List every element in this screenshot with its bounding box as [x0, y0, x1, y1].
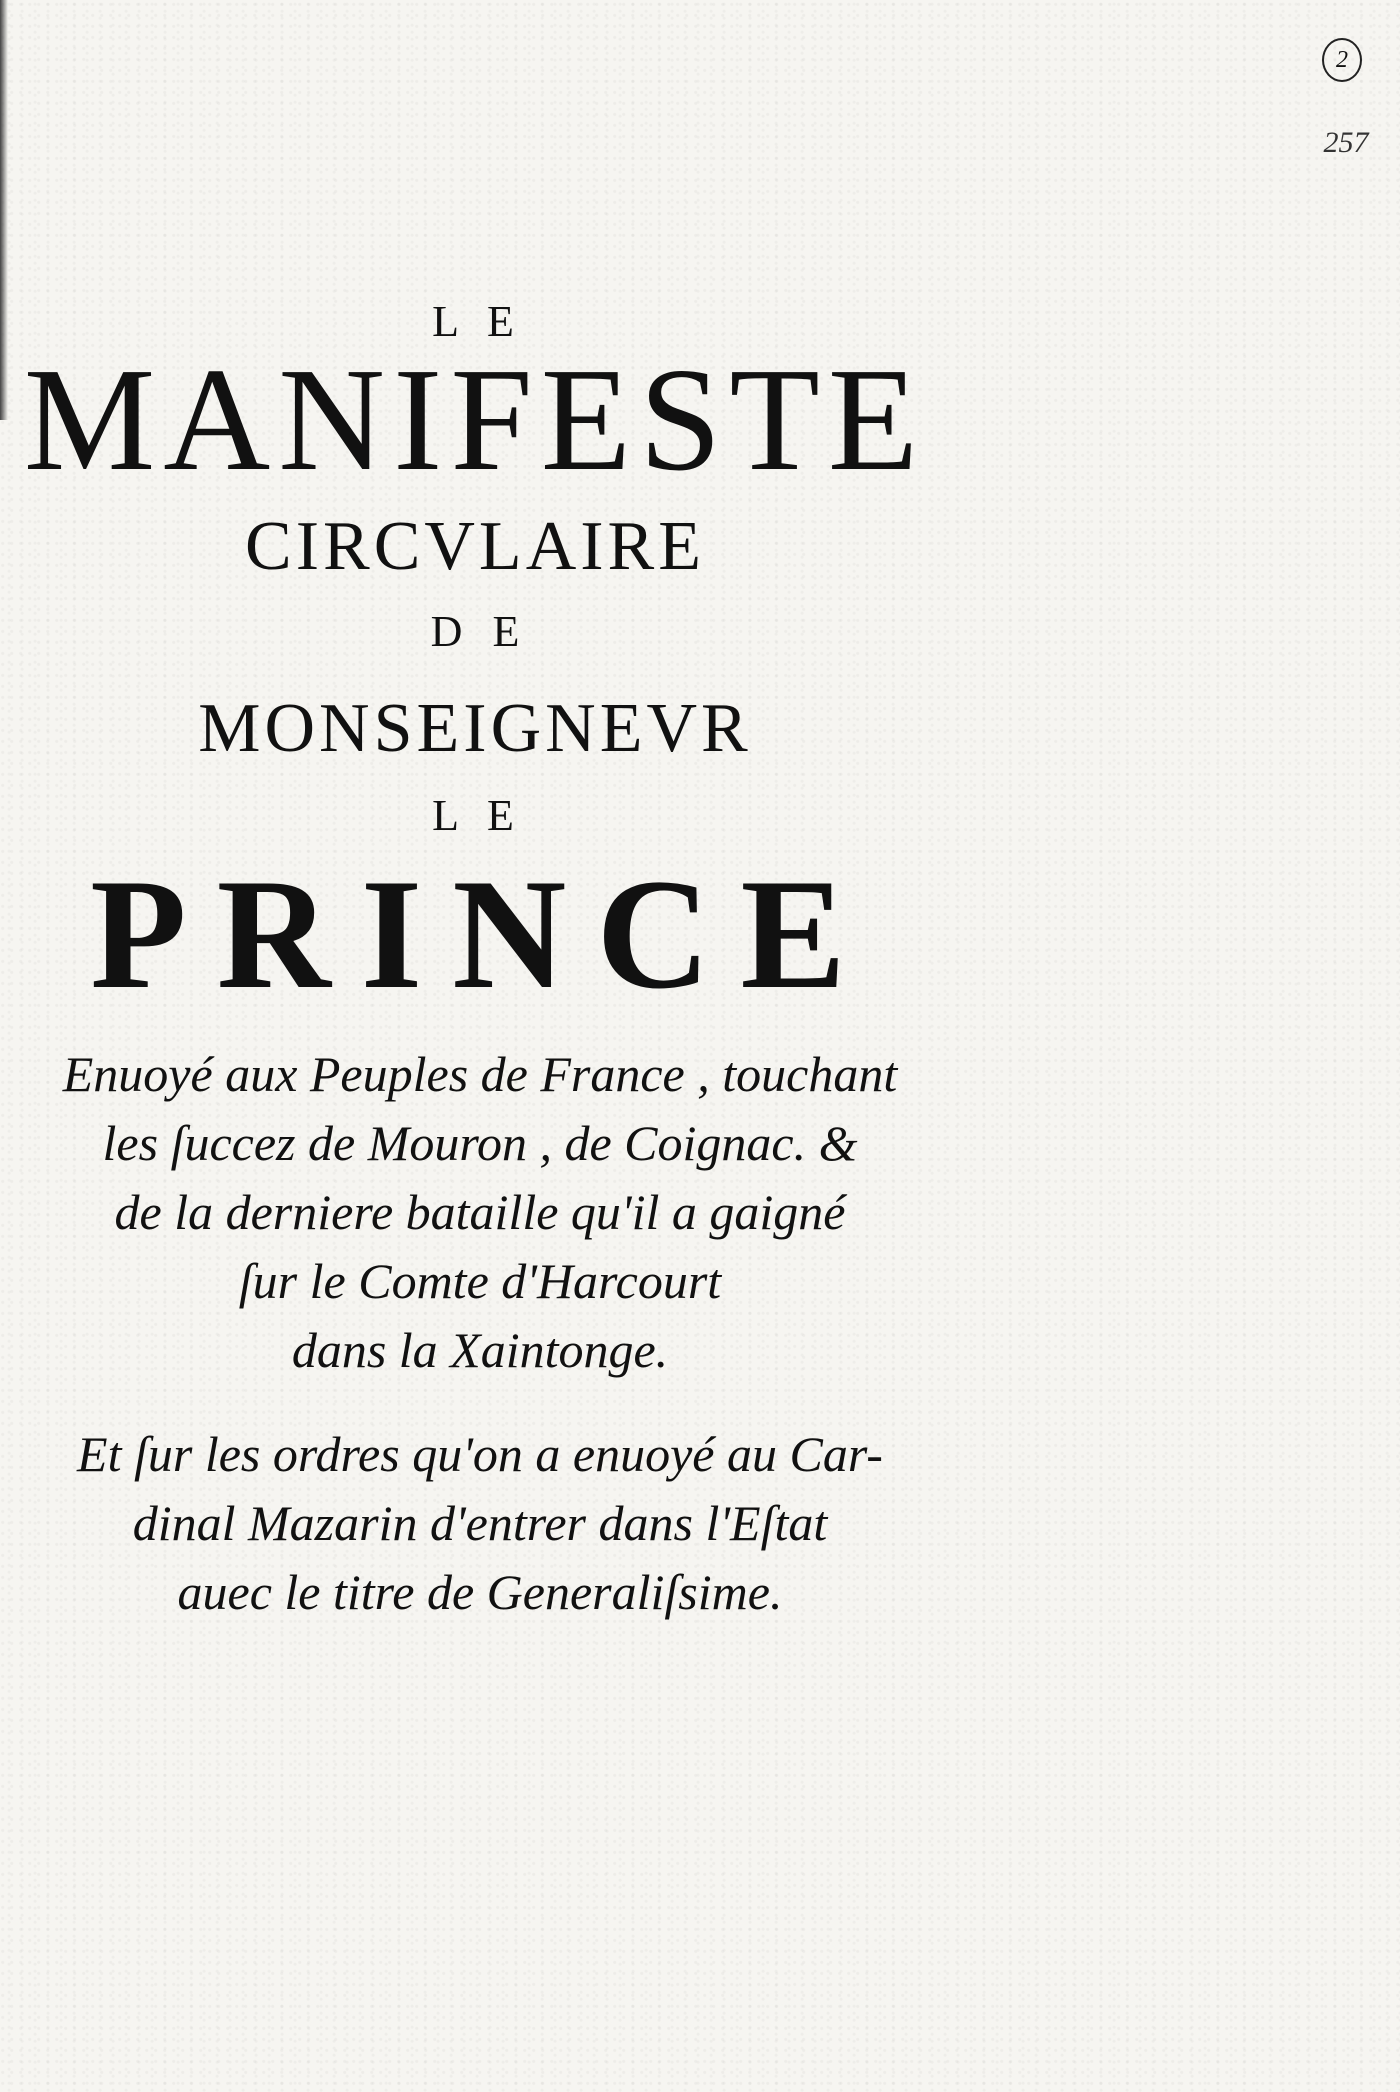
title-block	[0, 297, 950, 1022]
title-line-de: DE	[430, 607, 550, 656]
title-line-le: LE	[432, 297, 542, 346]
folio-number: 257	[1323, 126, 1369, 159]
title-line-prince: PRINCE	[90, 847, 876, 1022]
title-line-monseigneur: MONSEIGNEVR	[198, 690, 752, 767]
description-paragraph-2	[0, 1420, 960, 1627]
description-line: les ſuccez de Mouron , de Coignac. &	[102, 1115, 858, 1171]
title-line-circulaire: CIRCVLAIRE	[245, 508, 705, 585]
description-line: dinal Mazarin d'entrer dans l'Eſtat	[132, 1495, 828, 1551]
description-line: dans la Xaintonge.	[291, 1322, 669, 1378]
title-line-manifeste: MANIFESTE	[23, 338, 927, 502]
description-line: Et ſur les ordres qu'on a enuoyé au Car-	[77, 1426, 883, 1482]
description-line: ſur le Comte d'Harcourt	[238, 1253, 722, 1309]
title-line-le-2: LE	[432, 791, 542, 840]
description-line: de la derniere bataille qu'il a gaigné	[114, 1184, 846, 1240]
description-line: auec le titre de Generaliſsime.	[177, 1564, 783, 1620]
description-line: Enuoyé aux Peuples de France , touchant	[62, 1046, 898, 1102]
description-paragraph-1	[0, 1040, 960, 1385]
folio-circle-mark: 2	[1322, 38, 1362, 82]
